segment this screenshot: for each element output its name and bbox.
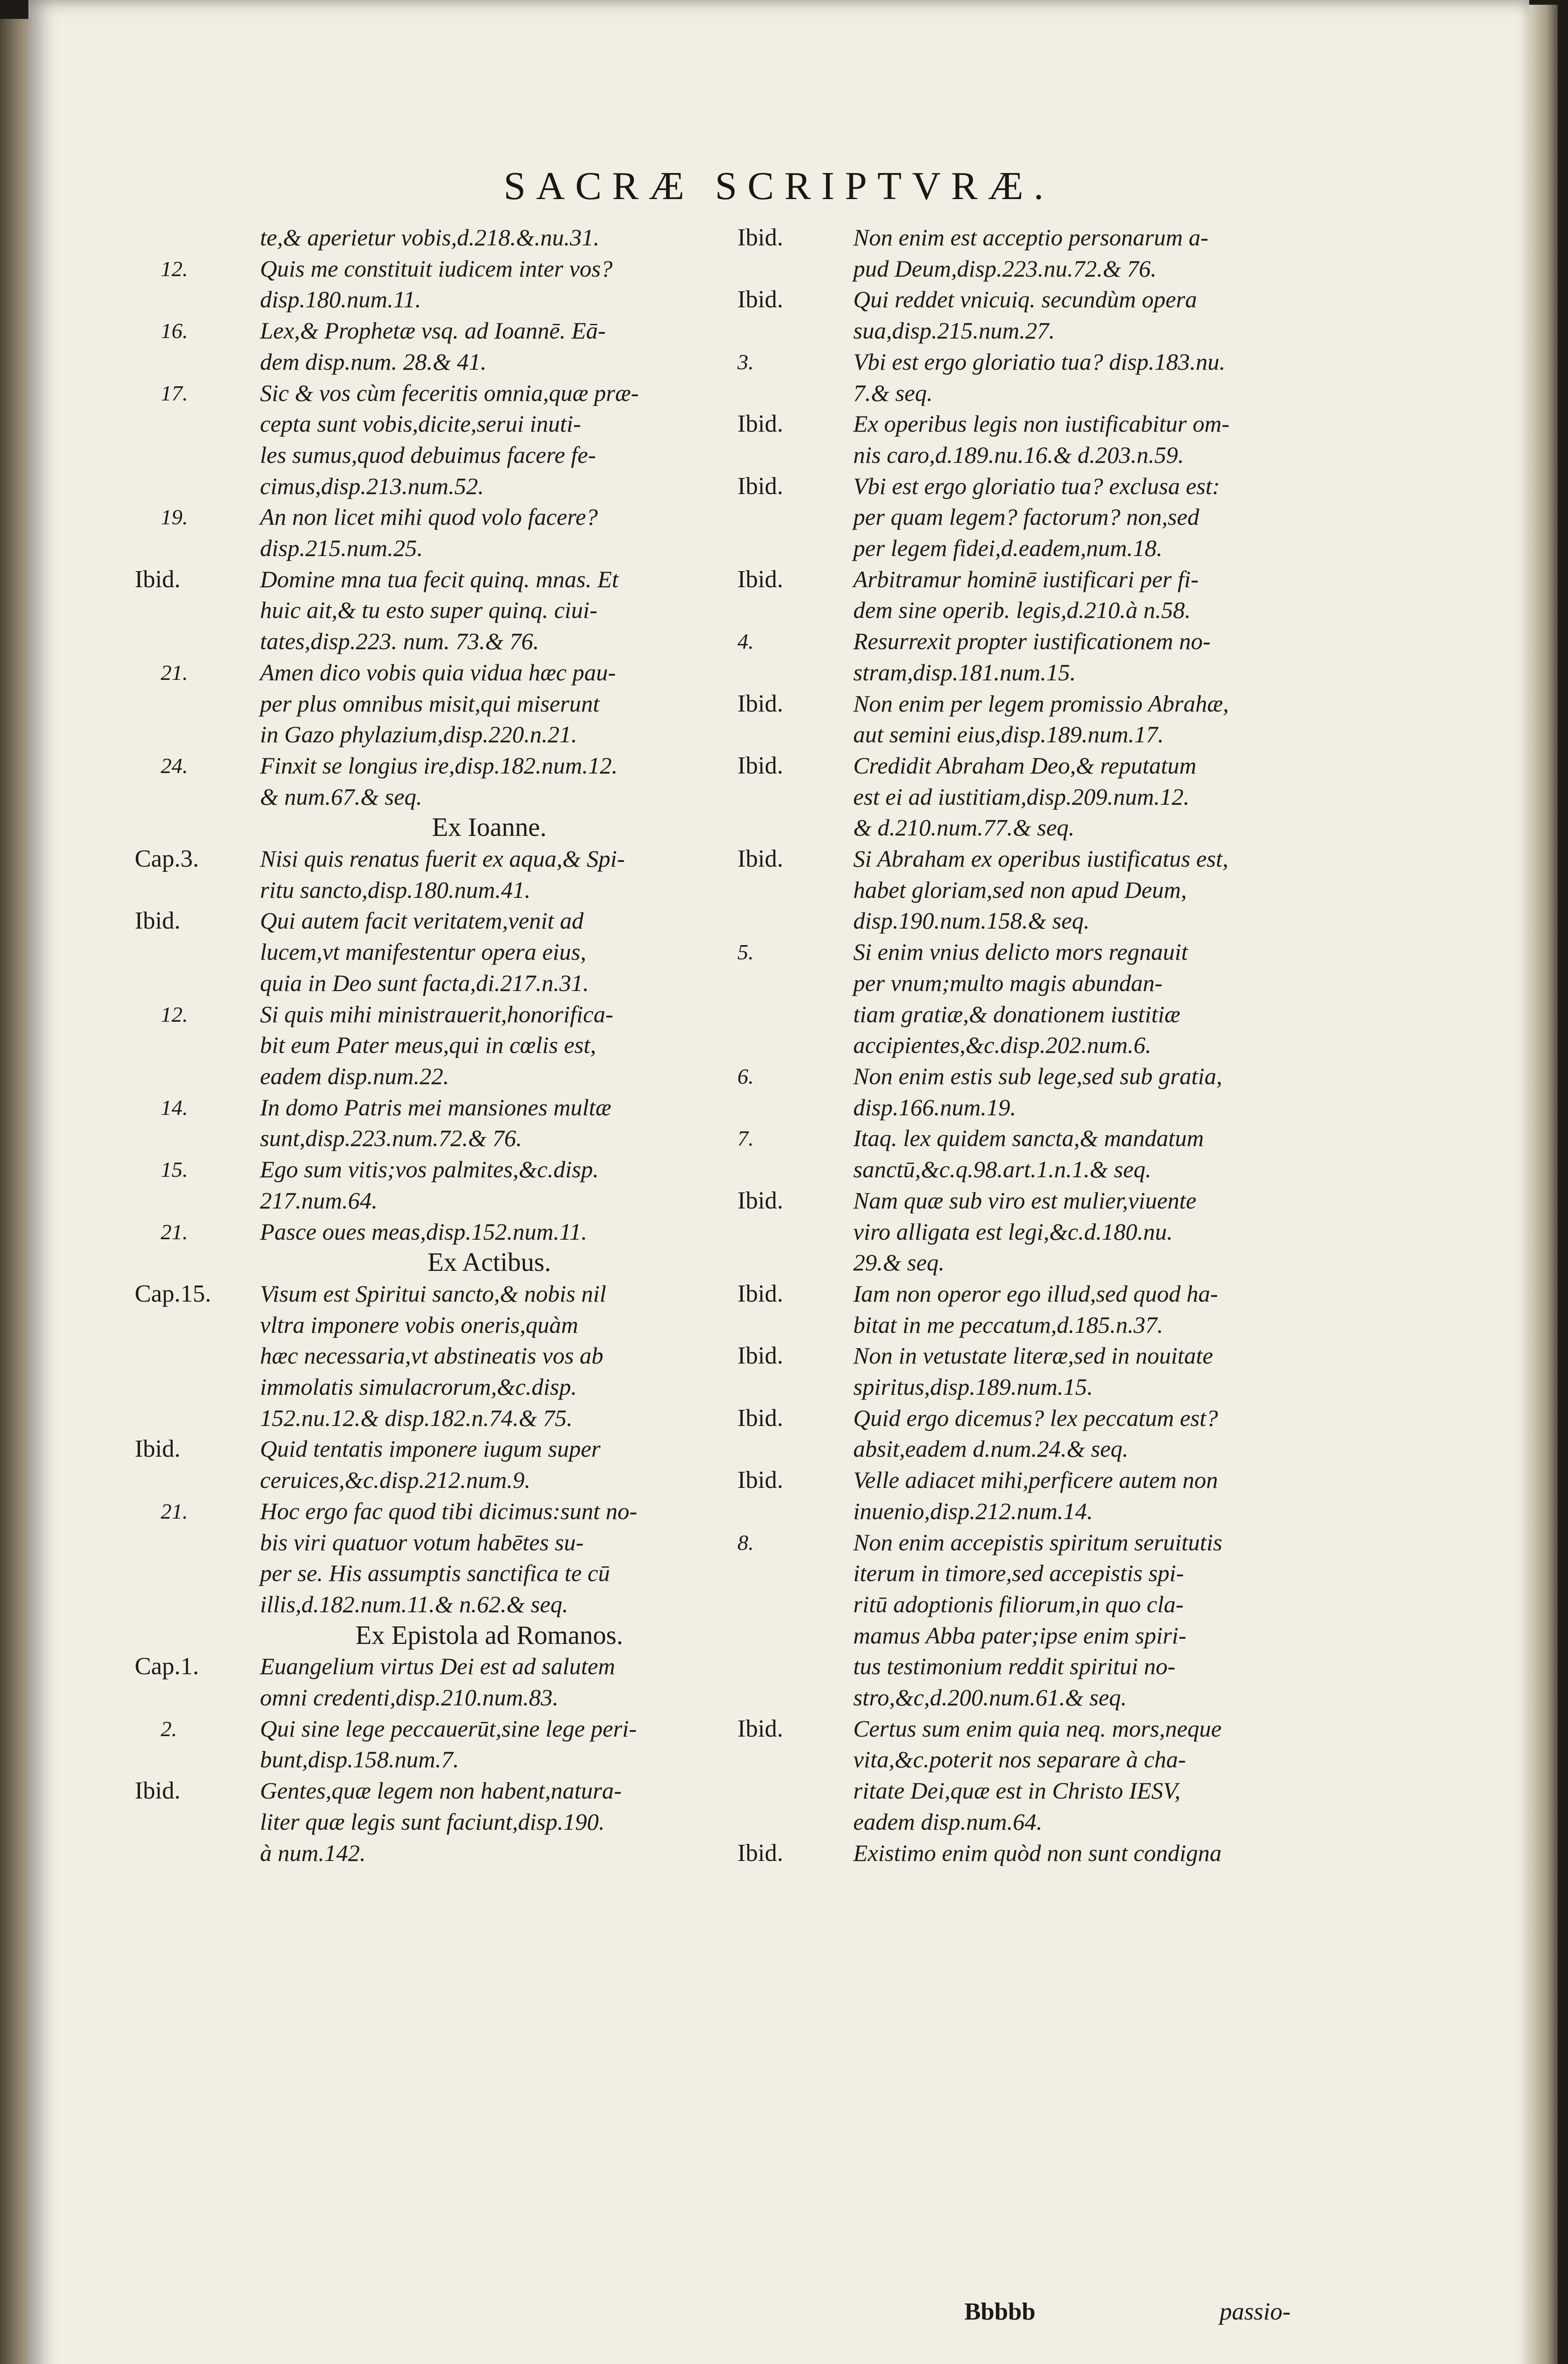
entry-text (853, 347, 1390, 408)
entry-line: vita,&c.poterit nos separare à cha- (853, 1746, 1186, 1773)
entry-reference: Ibid. (737, 286, 783, 313)
index-entry (737, 626, 1390, 688)
index-entry (737, 843, 1390, 937)
entry-line: tiam gratiæ,& donationem iustitiæ (853, 1000, 1180, 1027)
index-entry (737, 1527, 1390, 1713)
entry-text (260, 502, 775, 564)
entry-line: eadem disp.num.64. (853, 1808, 1042, 1835)
index-entry (737, 564, 1390, 626)
entry-line: sua,disp.215.num.27. (853, 317, 1055, 344)
index-entry (737, 750, 1390, 843)
index-entry (135, 1434, 775, 1495)
index-entry (737, 1838, 1390, 1869)
entry-text (260, 1434, 775, 1495)
entry-line: stram,disp.181.num.15. (853, 659, 1076, 686)
index-entry (161, 1496, 775, 1620)
book-page (28, 0, 1529, 2364)
entry-line: per vnum;multo magis abundan- (853, 969, 1163, 996)
entry-line: Credidit Abraham Deo,& reputatum (853, 752, 1196, 779)
entry-text (260, 750, 775, 812)
entry-reference: Ibid. (737, 472, 783, 500)
entry-line: disp.180.num.11. (260, 286, 421, 313)
entry-line: Existimo enim quòd non sunt condigna (853, 1839, 1222, 1866)
entry-reference: 12. (161, 1002, 188, 1026)
entry-line: Si Abraham ex operibus iustificatus est, (853, 845, 1229, 872)
entry-line: hæc necessaria,vt abstineatis vos ab (260, 1342, 604, 1369)
entry-text (853, 1278, 1390, 1340)
index-entry (737, 1185, 1390, 1278)
entry-reference: 4. (737, 629, 754, 654)
entry-line: iterum in timore,sed accepistis spi- (853, 1560, 1184, 1587)
entry-line: Non enim per legem promissio Abrahæ, (853, 690, 1229, 717)
entry-line: immolatis simulacrorum,&c.disp. (260, 1373, 577, 1400)
entry-text (853, 843, 1390, 937)
entry-line: Visum est Spiritui sancto,& nobis nil (260, 1280, 606, 1307)
entry-reference: 17. (161, 381, 188, 405)
entry-line: An non licet mihi quod volo facere? (260, 504, 598, 530)
entry-text (260, 1092, 775, 1154)
index-entry (135, 843, 775, 905)
entry-line: aut semini eius,disp.189.num.17. (853, 721, 1164, 748)
entry-line: dem sine operib. legis,d.210.à n.58. (853, 597, 1191, 624)
section-heading: Ex Actibus. (427, 1248, 551, 1278)
index-entry (161, 999, 775, 1092)
entry-line: Non enim accepistis spiritum seruitutis (853, 1529, 1222, 1556)
entry-line: Resurrexit propter iustificationem no- (853, 628, 1211, 655)
entry-line: 217.num.64. (260, 1187, 378, 1214)
entry-line: per quam legem? factorum? non,sed (853, 504, 1199, 530)
entry-line: Euangelium virtus Dei est ad salutem (260, 1653, 615, 1680)
entry-reference: Ibid. (737, 1280, 783, 1307)
entry-line: Gentes,quæ legem non habent,natura- (260, 1777, 622, 1804)
entry-reference: Ibid. (737, 1467, 783, 1494)
entry-line: accipientes,&c.disp.202.num.6. (853, 1032, 1152, 1059)
entry-line: sanctū,&c.q.98.art.1.n.1.& seq. (853, 1156, 1152, 1183)
entry-text (853, 1340, 1390, 1402)
entry-line: disp.215.num.25. (260, 535, 423, 562)
signature-mark: Bbbbb (964, 2298, 1036, 2325)
entry-line: & d.210.num.77.& seq. (853, 814, 1075, 841)
entry-text (260, 1278, 775, 1434)
left-column (135, 222, 775, 1869)
index-entry (161, 750, 775, 812)
entry-line: 7.& seq. (853, 379, 933, 406)
entry-line: ritate Dei,quæ est in Christo IESV, (853, 1777, 1181, 1804)
entry-text (853, 1185, 1390, 1278)
entry-line: inuenio,disp.212.num.14. (853, 1497, 1093, 1524)
entry-text (260, 1217, 775, 1248)
entry-line: Quid tentatis imponere iugum super (260, 1435, 601, 1462)
index-entry (161, 1092, 775, 1154)
entry-line: Ex operibus legis non iustificabitur om- (853, 410, 1230, 437)
entry-line: Nam quæ sub viro est mulier,viuente (853, 1187, 1196, 1214)
entry-reference: 12. (161, 256, 188, 281)
index-entry (737, 408, 1390, 470)
entry-reference: 8. (737, 1530, 754, 1555)
entry-line: Non in vetustate literæ,sed in nouitate (853, 1342, 1213, 1369)
entry-text (260, 1496, 775, 1620)
entry-text (853, 688, 1390, 750)
entry-reference: Ibid. (135, 565, 181, 593)
entry-line: Si enim vnius delicto mors regnauit (853, 939, 1188, 965)
right-column (737, 222, 1390, 1869)
entry-line: illis,d.182.num.11.& n.62.& seq. (260, 1590, 568, 1617)
entry-text (260, 1713, 775, 1775)
index-entry (161, 315, 775, 377)
entry-line: Vbi est ergo gloriatio tua? disp.183.nu. (853, 348, 1226, 375)
entry-line: à num.142. (260, 1839, 366, 1866)
index-entry (737, 284, 1390, 346)
entry-line: lucem,vt manifestentur opera eius, (260, 939, 587, 965)
entry-text (853, 750, 1390, 843)
entry-line: 152.nu.12.& disp.182.n.74.& 75. (260, 1404, 573, 1431)
index-entry (737, 1278, 1390, 1340)
entry-reference: 16. (161, 319, 188, 343)
entry-line: Ego sum vitis;vos palmites,&c.disp. (260, 1156, 599, 1183)
index-entry (737, 1713, 1390, 1838)
entry-line: disp.166.num.19. (853, 1094, 1016, 1121)
entry-line: & num.67.& seq. (260, 783, 423, 810)
entry-line: disp.190.num.158.& seq. (853, 907, 1090, 934)
running-head: SACRÆ SCRIPTVRÆ. (503, 164, 1054, 208)
entry-reference: Ibid. (737, 565, 783, 593)
entry-line: Certus sum enim quia neq. mors,neque (853, 1715, 1222, 1742)
entry-line: pud Deum,disp.223.nu.72.& 76. (853, 255, 1157, 282)
entry-line: sunt,disp.223.num.72.& 76. (260, 1125, 522, 1152)
entry-line: In domo Patris mei mansiones multæ (260, 1094, 612, 1121)
entry-reference: Ibid. (135, 1777, 181, 1805)
entry-line: Quis me constituit iudicem inter vos? (260, 255, 613, 282)
entry-line: bitat in me peccatum,d.185.n.37. (853, 1311, 1163, 1338)
entry-line: spiritus,disp.189.num.15. (853, 1373, 1093, 1400)
entry-text (260, 378, 775, 502)
entry-text (260, 222, 775, 253)
index-entry (161, 1217, 775, 1248)
index-entry (135, 1775, 775, 1869)
entry-line: viro alligata est legi,&c.d.180.nu. (853, 1218, 1173, 1245)
entry-reference: 24. (161, 753, 188, 778)
entry-reference: 6. (737, 1064, 754, 1088)
entry-line: per legem fidei,d.eadem,num.18. (853, 535, 1163, 562)
entry-text (853, 1713, 1390, 1838)
entry-reference: 5. (737, 940, 754, 965)
entry-line: ceruices,&c.disp.212.num.9. (260, 1467, 531, 1494)
entry-reference: 21. (161, 1499, 188, 1523)
entry-line: Iam non operor ego illud,sed quod ha- (853, 1280, 1218, 1307)
entry-reference: Ibid. (737, 845, 783, 873)
entry-text (853, 626, 1390, 688)
entry-text (853, 222, 1390, 284)
entry-line: Qui reddet vnicuiq. secundùm opera (853, 286, 1197, 313)
entry-line: Itaq. lex quidem sancta,& mandatum (853, 1125, 1204, 1152)
entry-line: nis caro,d.189.nu.16.& d.203.n.59. (853, 441, 1184, 468)
entry-line: tates,disp.223. num. 73.& 76. (260, 628, 539, 655)
entry-line: stro,&c,d.200.num.61.& seq. (853, 1684, 1127, 1711)
entry-line: Sic & vos cùm feceritis omnia,quæ præ- (260, 379, 639, 406)
entry-text (853, 1465, 1390, 1527)
entry-text (853, 284, 1390, 346)
entry-text (260, 564, 775, 657)
entry-reference: Ibid. (737, 1342, 783, 1370)
section-heading: Ex Ioanne. (432, 813, 547, 843)
entry-line: eadem disp.num.22. (260, 1062, 449, 1089)
entry-reference: 3. (737, 349, 754, 374)
entry-line: ritū adoptionis filiorum,in quo cla- (853, 1590, 1184, 1617)
entry-line: in Gazo phylazium,disp.220.n.21. (260, 721, 577, 748)
index-entry (161, 1154, 775, 1216)
entry-line: Pasce oues meas,disp.152.num.11. (260, 1218, 588, 1245)
entry-reference: Ibid. (135, 1435, 181, 1463)
entry-reference: Ibid. (737, 690, 783, 717)
entry-line: Quid ergo dicemus? lex peccatum est? (853, 1404, 1218, 1431)
entry-line: Vbi est ergo gloriatio tua? exclusa est: (853, 472, 1220, 499)
entry-reference: 2. (161, 1716, 177, 1741)
entry-line: bunt,disp.158.num.7. (260, 1746, 459, 1773)
entry-line: vltra imponere vobis oneris,quàm (260, 1311, 579, 1338)
entry-line: Qui sine lege peccauerūt,sine lege peri- (260, 1715, 637, 1742)
entry-line: cepta sunt vobis,dicite,serui inuti- (260, 410, 581, 437)
index-entry (737, 222, 1390, 284)
entry-line: Non enim estis sub lege,sed sub gratia, (853, 1062, 1222, 1089)
index-entry (737, 1340, 1390, 1402)
entry-text (260, 1651, 775, 1713)
entry-line: dem disp.num. 28.& 41. (260, 348, 487, 375)
entry-reference: Cap.15. (135, 1280, 211, 1307)
entry-line: ritu sancto,disp.180.num.41. (260, 876, 531, 903)
entry-reference: Ibid. (737, 1187, 783, 1214)
entry-reference: Ibid. (737, 1404, 783, 1432)
entry-line: 29.& seq. (853, 1249, 945, 1276)
entry-line: habet gloriam,sed non apud Deum, (853, 876, 1187, 903)
entry-reference: Ibid. (737, 1839, 783, 1867)
index-entry (737, 1061, 1390, 1123)
entry-reference: 15. (161, 1157, 188, 1182)
entry-text (260, 843, 775, 905)
index-entry (135, 1651, 775, 1713)
entry-line: Arbitramur hominē iustificari per fi- (853, 565, 1199, 592)
entry-text (260, 1154, 775, 1216)
entry-line: omni credenti,disp.210.num.83. (260, 1684, 559, 1711)
entry-text (260, 999, 775, 1092)
entry-line: per plus omnibus misit,qui miserunt (260, 690, 600, 717)
index-entry (737, 688, 1390, 750)
page-fore-edge (1529, 5, 1558, 2364)
entry-reference: Cap.1. (135, 1653, 199, 1680)
index-entry (135, 564, 775, 657)
entry-line: Domine mna tua fecit quinq. mnas. Et (260, 565, 619, 592)
entry-line: quia in Deo sunt facta,di.217.n.31. (260, 969, 589, 996)
index-entry (135, 1278, 775, 1434)
section-heading: Ex Epistola ad Romanos. (355, 1620, 624, 1650)
entry-reference: 14. (161, 1095, 188, 1120)
entry-text (260, 905, 775, 999)
entry-reference: 7. (737, 1126, 754, 1151)
entry-text (853, 1061, 1390, 1123)
entry-reference: Ibid. (737, 224, 783, 251)
entry-reference: 21. (161, 660, 188, 685)
index-entry (737, 1123, 1390, 1185)
entry-line: liter quæ legis sunt faciunt,disp.190. (260, 1808, 605, 1835)
index-entry (161, 1713, 775, 1775)
entry-reference: Ibid. (737, 1715, 783, 1742)
index-entry (737, 1403, 1390, 1465)
index-entry (161, 657, 775, 750)
entry-text (853, 937, 1390, 1061)
entry-text (853, 1527, 1390, 1713)
entry-line: per se. His assumptis sanctifica te cū (260, 1560, 610, 1587)
index-entry (737, 1465, 1390, 1527)
index-entry (161, 378, 775, 502)
index-entry (135, 905, 775, 999)
entry-line: te,& aperietur vobis,d.218.&.nu.31. (260, 224, 599, 251)
entry-text (260, 315, 775, 377)
entry-text (853, 1123, 1390, 1185)
entry-reference: Cap.3. (135, 845, 199, 873)
entry-line: Finxit se longius ire,disp.182.num.12. (260, 752, 618, 779)
entry-line: Velle adiacet mihi,perficere autem non (853, 1467, 1218, 1494)
entry-line: huic ait,& tu esto super quinq. ciui- (260, 597, 598, 624)
index-entry (737, 471, 1390, 564)
entry-line: cimus,disp.213.num.52. (260, 472, 484, 499)
entry-reference: 21. (161, 1219, 188, 1244)
index-entry (737, 937, 1390, 1061)
index-entry (737, 347, 1390, 408)
entry-line: Hoc ergo fac quod tibi dicimus:sunt no- (260, 1497, 638, 1524)
entry-text (260, 657, 775, 750)
entry-line: est ei ad iustitiam,disp.209.num.12. (853, 783, 1190, 810)
entry-text (853, 564, 1390, 626)
entry-line: les sumus,quod debuimus facere fe- (260, 441, 596, 468)
entry-text (853, 1403, 1390, 1465)
entry-line: Nisi quis renatus fuerit ex aqua,& Spi- (260, 845, 625, 872)
index-entry (161, 222, 775, 253)
entry-line: tus testimonium reddit spiritui no- (853, 1653, 1176, 1680)
entry-line: Lex,& Prophetæ vsq. ad Ioannē. Eā- (260, 317, 606, 344)
index-entry (161, 253, 775, 315)
entry-line: Amen dico vobis quia vidua hæc pau- (260, 659, 616, 686)
catchword: passio- (1220, 2298, 1291, 2325)
entry-line: bit eum Pater meus,qui in cœlis est, (260, 1032, 597, 1059)
entry-text (260, 1775, 775, 1869)
entry-line: mamus Abba pater;ipse enim spiri- (853, 1622, 1187, 1649)
entry-reference: Ibid. (737, 752, 783, 779)
entry-line: Si quis mihi ministrauerit,honorifica- (260, 1000, 614, 1027)
entry-text (853, 1838, 1390, 1869)
entry-line: bis viri quatuor votum habētes su- (260, 1529, 584, 1556)
entry-line: Non enim est acceptio personarum a- (853, 224, 1209, 251)
entry-reference: Ibid. (737, 410, 783, 438)
entry-line: Qui autem facit veritatem,venit ad (260, 907, 584, 934)
entry-text (853, 408, 1390, 470)
entry-text (260, 253, 775, 315)
entry-text (853, 471, 1390, 564)
entry-line: absit,eadem d.num.24.& seq. (853, 1435, 1128, 1462)
entry-reference: 19. (161, 505, 188, 530)
entry-reference: Ibid. (135, 907, 181, 935)
index-entry (161, 502, 775, 564)
